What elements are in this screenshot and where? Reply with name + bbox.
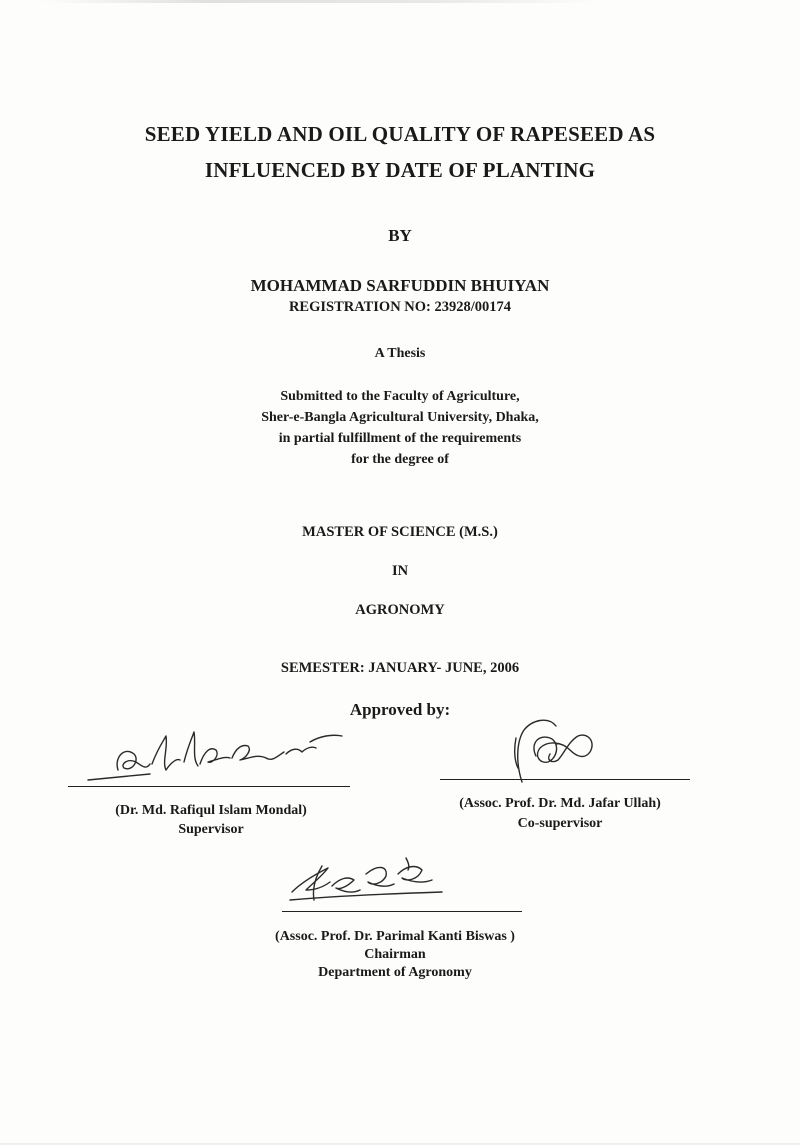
- semester: SEMESTER: JANUARY- JUNE, 2006: [280, 660, 520, 676]
- co-supervisor-name: (Assoc. Prof. Dr. Md. Jafar Ullah): [459, 796, 661, 811]
- co-supervisor-role: Co-supervisor: [517, 816, 603, 831]
- submission-line-1: Submitted to the Faculty of Agriculture,: [280, 389, 520, 404]
- degree-in: IN: [391, 563, 409, 579]
- submission-line-2: Sher-e-Bangla Agricultural University, Dhaka,: [261, 410, 539, 425]
- supervisor-signature: [80, 718, 360, 793]
- thesis-title-line-1: SEED YIELD AND OIL QUALITY OF RAPESEED AS: [144, 122, 656, 146]
- degree-subject: AGRONOMY: [355, 602, 445, 618]
- degree-name: MASTER OF SCIENCE (M.S.): [302, 524, 498, 540]
- chairman-department: Department of Agronomy: [318, 965, 472, 980]
- author-name: MOHAMMAD SARFUDDIN BHUIYAN: [250, 276, 550, 295]
- supervisor-name: (Dr. Md. Rafiqul Islam Mondal): [115, 803, 307, 818]
- co-supervisor-signature: [500, 708, 620, 788]
- by-label: BY: [388, 226, 412, 245]
- thesis-title-line-2: INFLUENCED BY DATE OF PLANTING: [204, 158, 596, 182]
- registration-number: REGISTRATION NO: 23928/00174: [288, 299, 512, 315]
- approved-by-label: Approved by:: [349, 700, 451, 719]
- chairman-signature: [282, 852, 462, 912]
- submission-line-4: for the degree of: [351, 452, 449, 467]
- supervisor-role: Supervisor: [178, 822, 244, 837]
- submission-line-3: in partial fulfillment of the requirements: [278, 431, 522, 446]
- supervisor-signature-line: [68, 786, 350, 787]
- thesis-label: A Thesis: [374, 346, 426, 361]
- co-supervisor-signature-line: [440, 779, 690, 780]
- scan-edge-shadow: [40, 0, 600, 3]
- chairman-signature-line: [282, 911, 522, 912]
- chairman-role: Chairman: [364, 947, 426, 962]
- chairman-name: (Assoc. Prof. Dr. Parimal Kanti Biswas ): [275, 929, 515, 944]
